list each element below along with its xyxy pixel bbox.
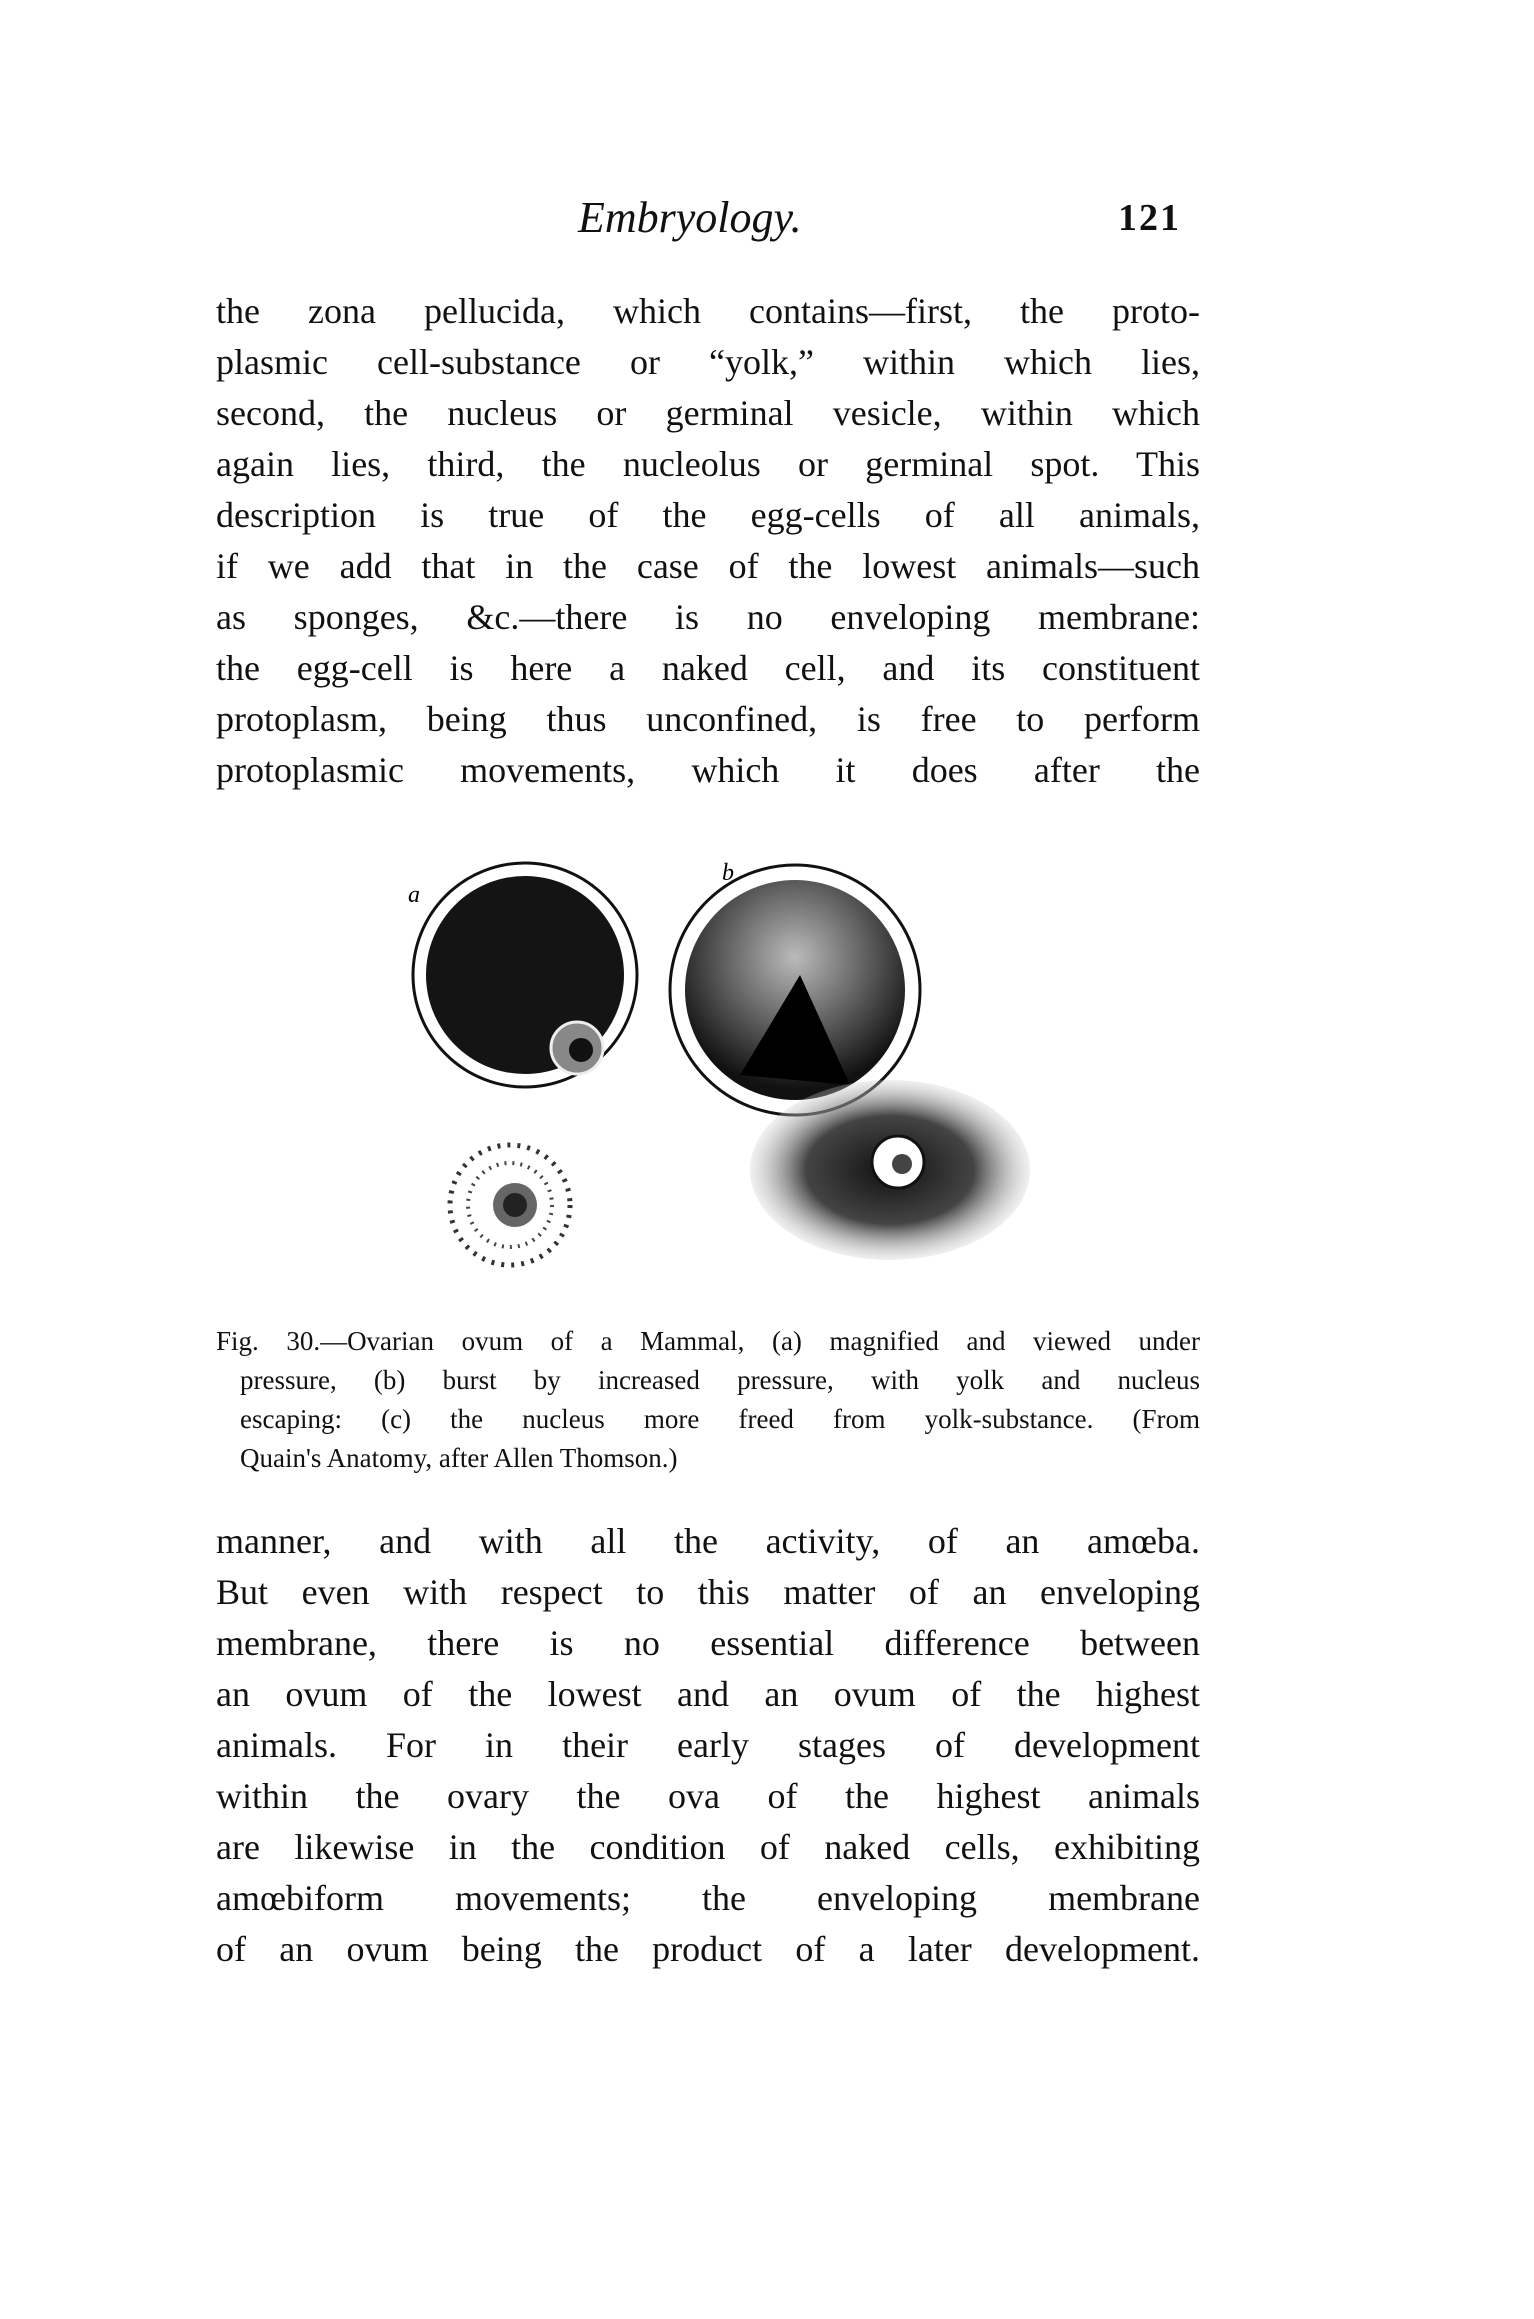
text-line: within the ovary the ova of the highest animals <box>216 1776 1200 1816</box>
text-line: second, the nucleus or germinal vesicle, within which <box>216 393 1200 433</box>
text-line: of an ovum being the product of a later development. <box>216 1929 1200 1969</box>
running-title: Embryology. <box>578 193 802 242</box>
caption-line: Fig. 30.—Ovarian ovum of a Mammal, (a) magnified and viewed under <box>216 1326 1200 1356</box>
text-line: as sponges, &c.—there is no enveloping membrane: <box>216 597 1200 637</box>
figure-label-b: b <box>722 860 734 886</box>
text-line: plasmic cell-substance or “yolk,” within which lies, <box>216 342 1200 382</box>
text-line: protoplasmic movements, which it does after the <box>216 750 1200 790</box>
text-line: But even with respect to this matter of an enveloping <box>216 1572 1200 1612</box>
running-header <box>0 192 1534 252</box>
caption-line: escaping: (c) the nucleus more freed from yolk-substance. (From <box>240 1404 1200 1434</box>
text-line: the egg-cell is here a naked cell, and its constituent <box>216 648 1200 688</box>
figure-label-a: a <box>408 882 420 908</box>
figure-30-ovum-illustration <box>390 840 1050 1310</box>
caption-line: Quain's Anatomy, after Allen Thomson.) <box>240 1443 678 1473</box>
text-line: description is true of the egg-cells of all animals, <box>216 495 1200 535</box>
text-line: are likewise in the condition of naked cells, exhibiting <box>216 1827 1200 1867</box>
text-line: manner, and with all the activity, of an amœba. <box>216 1521 1200 1561</box>
text-line: animals. For in their early stages of development <box>216 1725 1200 1765</box>
text-line: if we add that in the case of the lowest animals—such <box>216 546 1200 586</box>
text-line: the zona pellucida, which contains—first, the proto- <box>216 291 1200 331</box>
paragraph-1 <box>216 286 1200 796</box>
paragraph-2 <box>216 1516 1200 1975</box>
text-line: protoplasm, being thus unconfined, is free to perform <box>216 699 1200 739</box>
text-line: an ovum of the lowest and an ovum of the highest <box>216 1674 1200 1714</box>
text-line: again lies, third, the nucleolus or germinal spot. This <box>216 444 1200 484</box>
page-number: 121 <box>1118 197 1181 239</box>
figure-caption <box>216 1322 1200 1478</box>
text-line: membrane, there is no essential difference between <box>216 1623 1200 1663</box>
text-line: amœbiform movements; the enveloping membrane <box>216 1878 1200 1918</box>
caption-line: pressure, (b) burst by increased pressure, with yolk and nucleus <box>240 1365 1200 1395</box>
